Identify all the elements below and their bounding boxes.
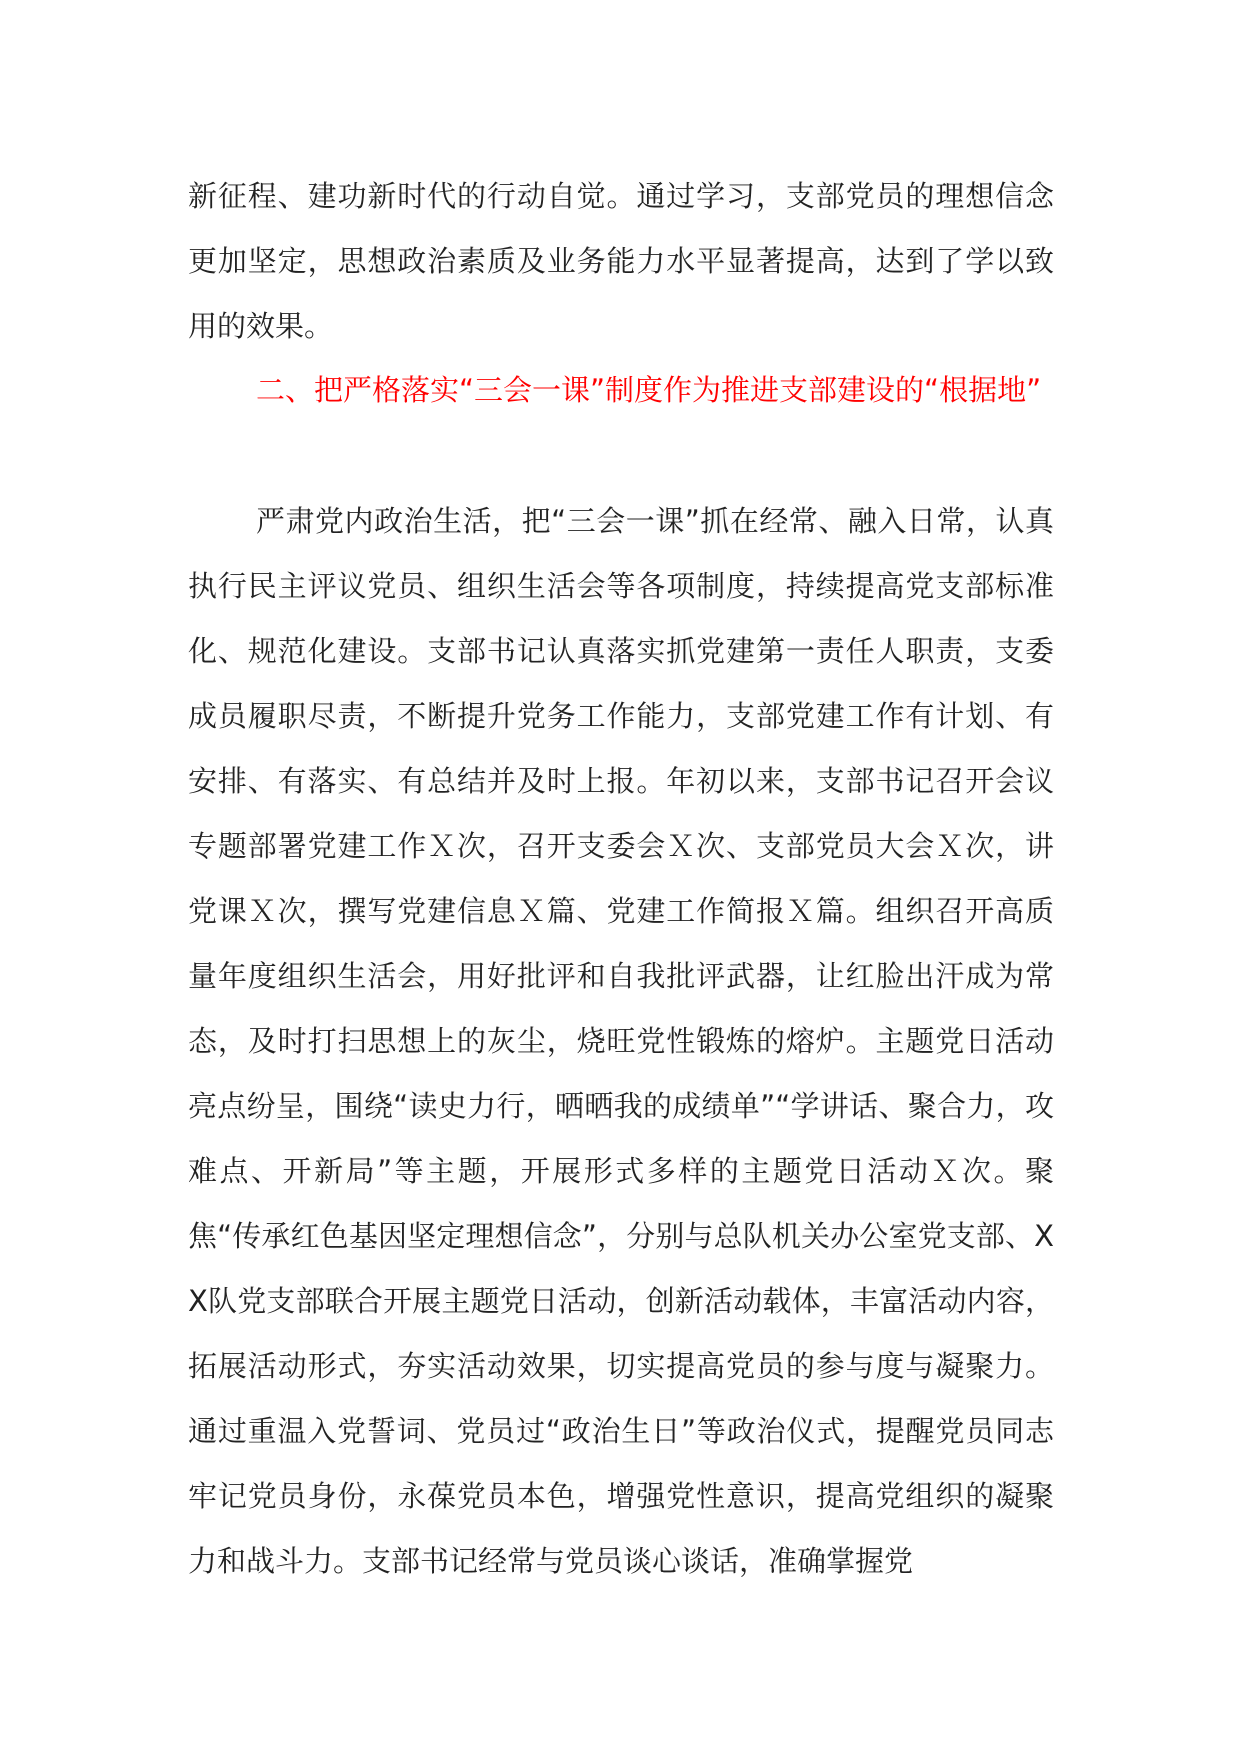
section-heading: 二、把严格落实“三会一课”制度作为推进支部建设的“根据地” (256, 373, 1042, 407)
paragraph-continued: 新征程、建功新时代的行动自觉。通过学习，支部党员的理想信念更加坚定，思想政治素质及业务能力水平显著提高，达到了学以致用的效果。 (188, 179, 1054, 343)
paragraph-main: 严肃党内政治生活，把“三会一课”抓在经常、融入日常，认真执行民主评议党员、组织生活会等各项制度，持续提高党支部标准化、规范化建设。支部书记认真落实抓党建第一责任人职责，支委成员履职尽责，不断提升党务工作能力，支部党建工作有计划、有安排、有落实、有总结并及时上报。年初以来，支部书记召开会议专题部署党建工作Ｘ次，召开支委会Ｘ次、支部党员大会Ｘ次，讲党课Ｘ次，撰写党建信息Ｘ篇、党建工作简报Ｘ篇。组织召开高质量年度组织生活会，用好批评和自我批评武器，让红脸出汗成为常态，及时打扫思想上的灰尘，烧旺党性锻炼的熔炉。主题党日活动亮点纷呈，围绕“读史力行，晒晒我的成绩单”“学讲话、聚合力，攻难点、开新局”等主题，开展形式多样的主题党日活动Ｘ次。聚焦“传承红色基因坚定理想信念”，分别与总队机关办公室党支部、XX队党支部联合开展主题党日活动，创新活动载体，丰富活动内容，拓展活动形式，夯实活动效果，切实提高党员的参与度与凝聚力。通过重温入党誓词、党员过“政治生日”等政治仪式，提醒党员同志牢记党员身份，永葆党员本色，增强党性意识，提高党组织的凝聚力和战斗力。支部书记经常与党员谈心谈话，准确掌握党 (188, 504, 1054, 1578)
